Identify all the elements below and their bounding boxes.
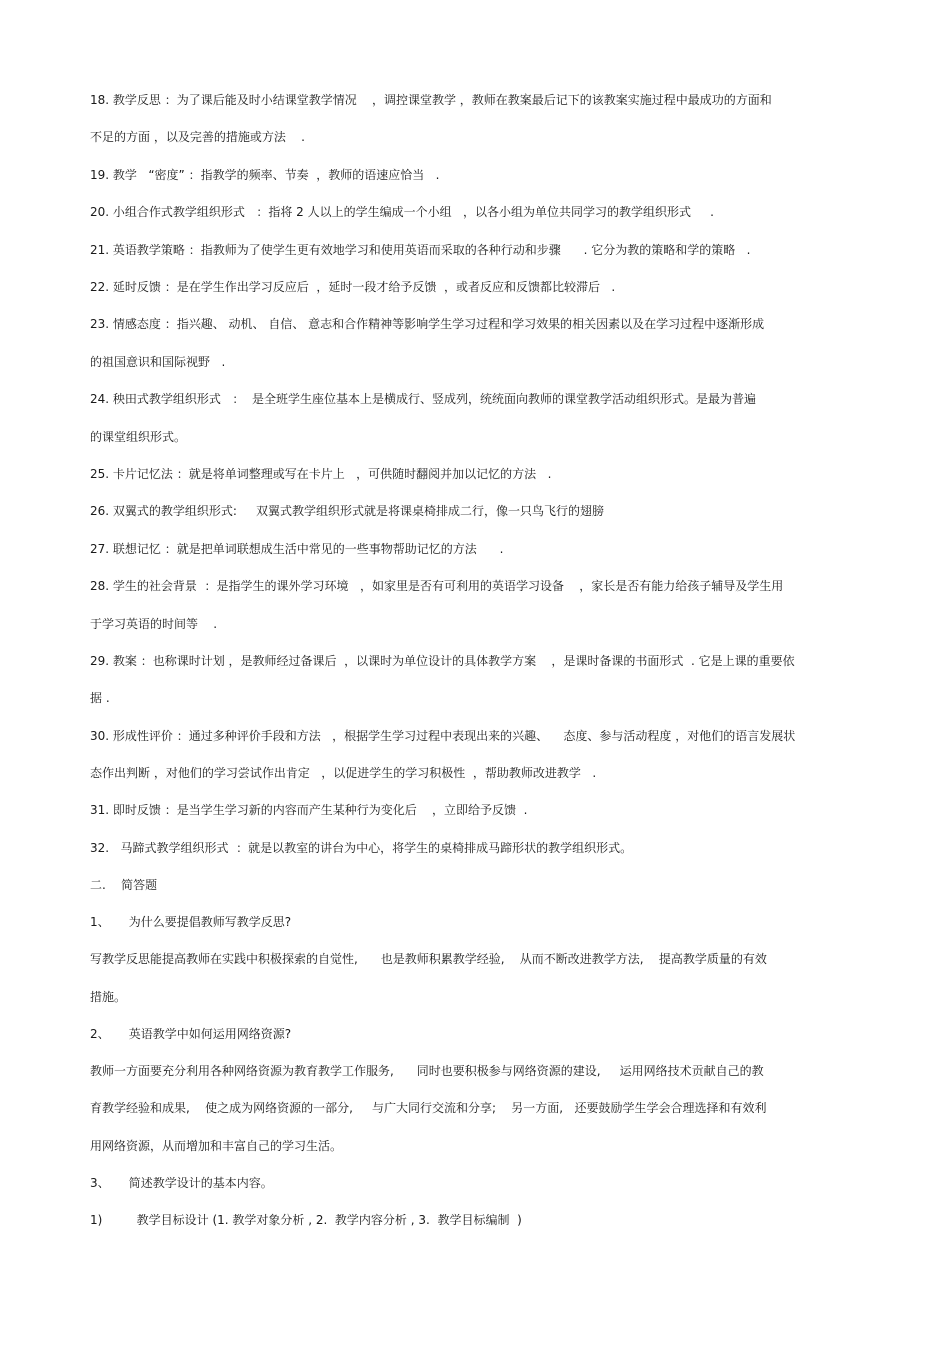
text-line: 26. 双翼式的教学组织形式: 双翼式教学组织形式就是将课桌椅排成二行，像一只鸟飞行的翅膀: [90, 504, 605, 518]
text-line: 27. 联想记忆 ：就是把单词联想成生活中常见的一些事物帮助记忆的方法 .: [90, 542, 504, 556]
text-line: 的祖国意识和国际视野 .: [90, 355, 226, 369]
text-line: 育教学经验和成果, 使之成为网络资源的一部分, 与广大同行交流和分享; 另一方面, 还要鼓励学生学会合理选择和有效利: [90, 1101, 767, 1115]
question-heading: 2、 英语教学中如何运用网络资源?: [90, 1027, 292, 1041]
text-line: 28. 学生的社会背景 ：是指学生的课外学习环境 ，如家里是否有可利用的英语学习设备 ，家长是否有能力给孩子辅导及学生用: [90, 579, 784, 593]
text-line: 23. 情感态度 ：指兴趣、 动机、 自信、 意志和合作精神等影响学生学习过程和学习效果的相关因素以及在学习过程中逐渐形成: [90, 317, 765, 331]
text-line: 18. 教学反思 ：为了课后能及时小结课堂教学情况 ，调控课堂教学 ，教师在教案最后记下的该教案实施过程中最成功的方面和: [90, 93, 772, 107]
text-line: 29. 教案 ：也称课时计划 ，是教师经过备课后 ，以课时为单位设计的具体教学方案 ，是课时备课的书面形式 . 它是上课的重要依: [90, 654, 795, 668]
text-line: 30. 形成性评价 ：通过多种评价手段和方法 ，根据学生学习过程中表现出来的兴趣、 态度、参与活动程度 ，对他们的语言发展状: [90, 729, 796, 743]
text-line: 不足的方面 ，以及完善的措施或方法 .: [90, 130, 305, 144]
text-line: 32. 马蹄式教学组织形式 ：就是以教室的讲台为中心，将学生的桌椅排成马蹄形状的教学组织形式。: [90, 841, 633, 855]
text-line: 19. 教学 “密度” ：指教学的频率、节奏 ，教师的语速应恰当 .: [90, 168, 440, 182]
question-heading: 1、 为什么要提倡教师写教学反思?: [90, 915, 292, 929]
text-line: 22. 延时反馈 ：是在学生作出学习反应后 ，延时一段才给予反馈 ，或者反应和反馈都比较滞后 .: [90, 280, 616, 294]
text-line: 25. 卡片记忆法 ：就是将单词整理或写在卡片上 ，可供随时翻阅并加以记忆的方法 .: [90, 467, 552, 481]
section-heading: 二. 简答题: [90, 878, 158, 892]
text-line: 写教学反思能提高教师在实践中积极探索的自觉性, 也是教师积累教学经验, 从而不断改进教学方法, 提高教学质量的有效: [90, 952, 767, 966]
text-line: 20. 小组合作式教学组织形式 ：指将 2 人以上的学生编成一个小组 ，以各小组为单位共同学习的教学组织形式 .: [90, 205, 714, 219]
text-line: 1) 教学目标设计 (1. 教学对象分析 , 2. 教学内容分析 , 3. 教学目标编制 ): [90, 1213, 522, 1227]
text-line: 态作出判断 ，对他们的学习尝试作出肯定 ，以促进学生的学习积极性 ，帮助教师改进教学 .: [90, 766, 597, 780]
question-heading: 3、 简述教学设计的基本内容。: [90, 1176, 273, 1190]
text-line: 21. 英语教学策略 ：指教师为了使学生更有效地学习和使用英语而采取的各种行动和步骤 . 它分为教的策略和学的策略 .: [90, 243, 751, 257]
text-line: 教师一方面要充分利用各种网络资源为教育教学工作服务, 同时也要积极参与网络资源的建设, 运用网络技术贡献自己的教: [90, 1064, 764, 1078]
text-line: 措施。: [90, 990, 127, 1004]
text-line: 31. 即时反馈 ：是当学生学习新的内容而产生某种行为变化后 ，立即给予反馈 .: [90, 803, 528, 817]
text-line: 24. 秧田式教学组织形式 ： 是全班学生座位基本上是横成行、竖成列，统统面向教师的课堂教学活动组织形式。是最为普遍: [90, 392, 756, 406]
text-line: 据 .: [90, 691, 110, 705]
text-line: 用网络资源，从而增加和丰富自己的学习生活。: [90, 1139, 343, 1153]
text-line: 的课堂组织形式。: [90, 430, 187, 444]
text-line: 于学习英语的时间等 .: [90, 617, 218, 631]
